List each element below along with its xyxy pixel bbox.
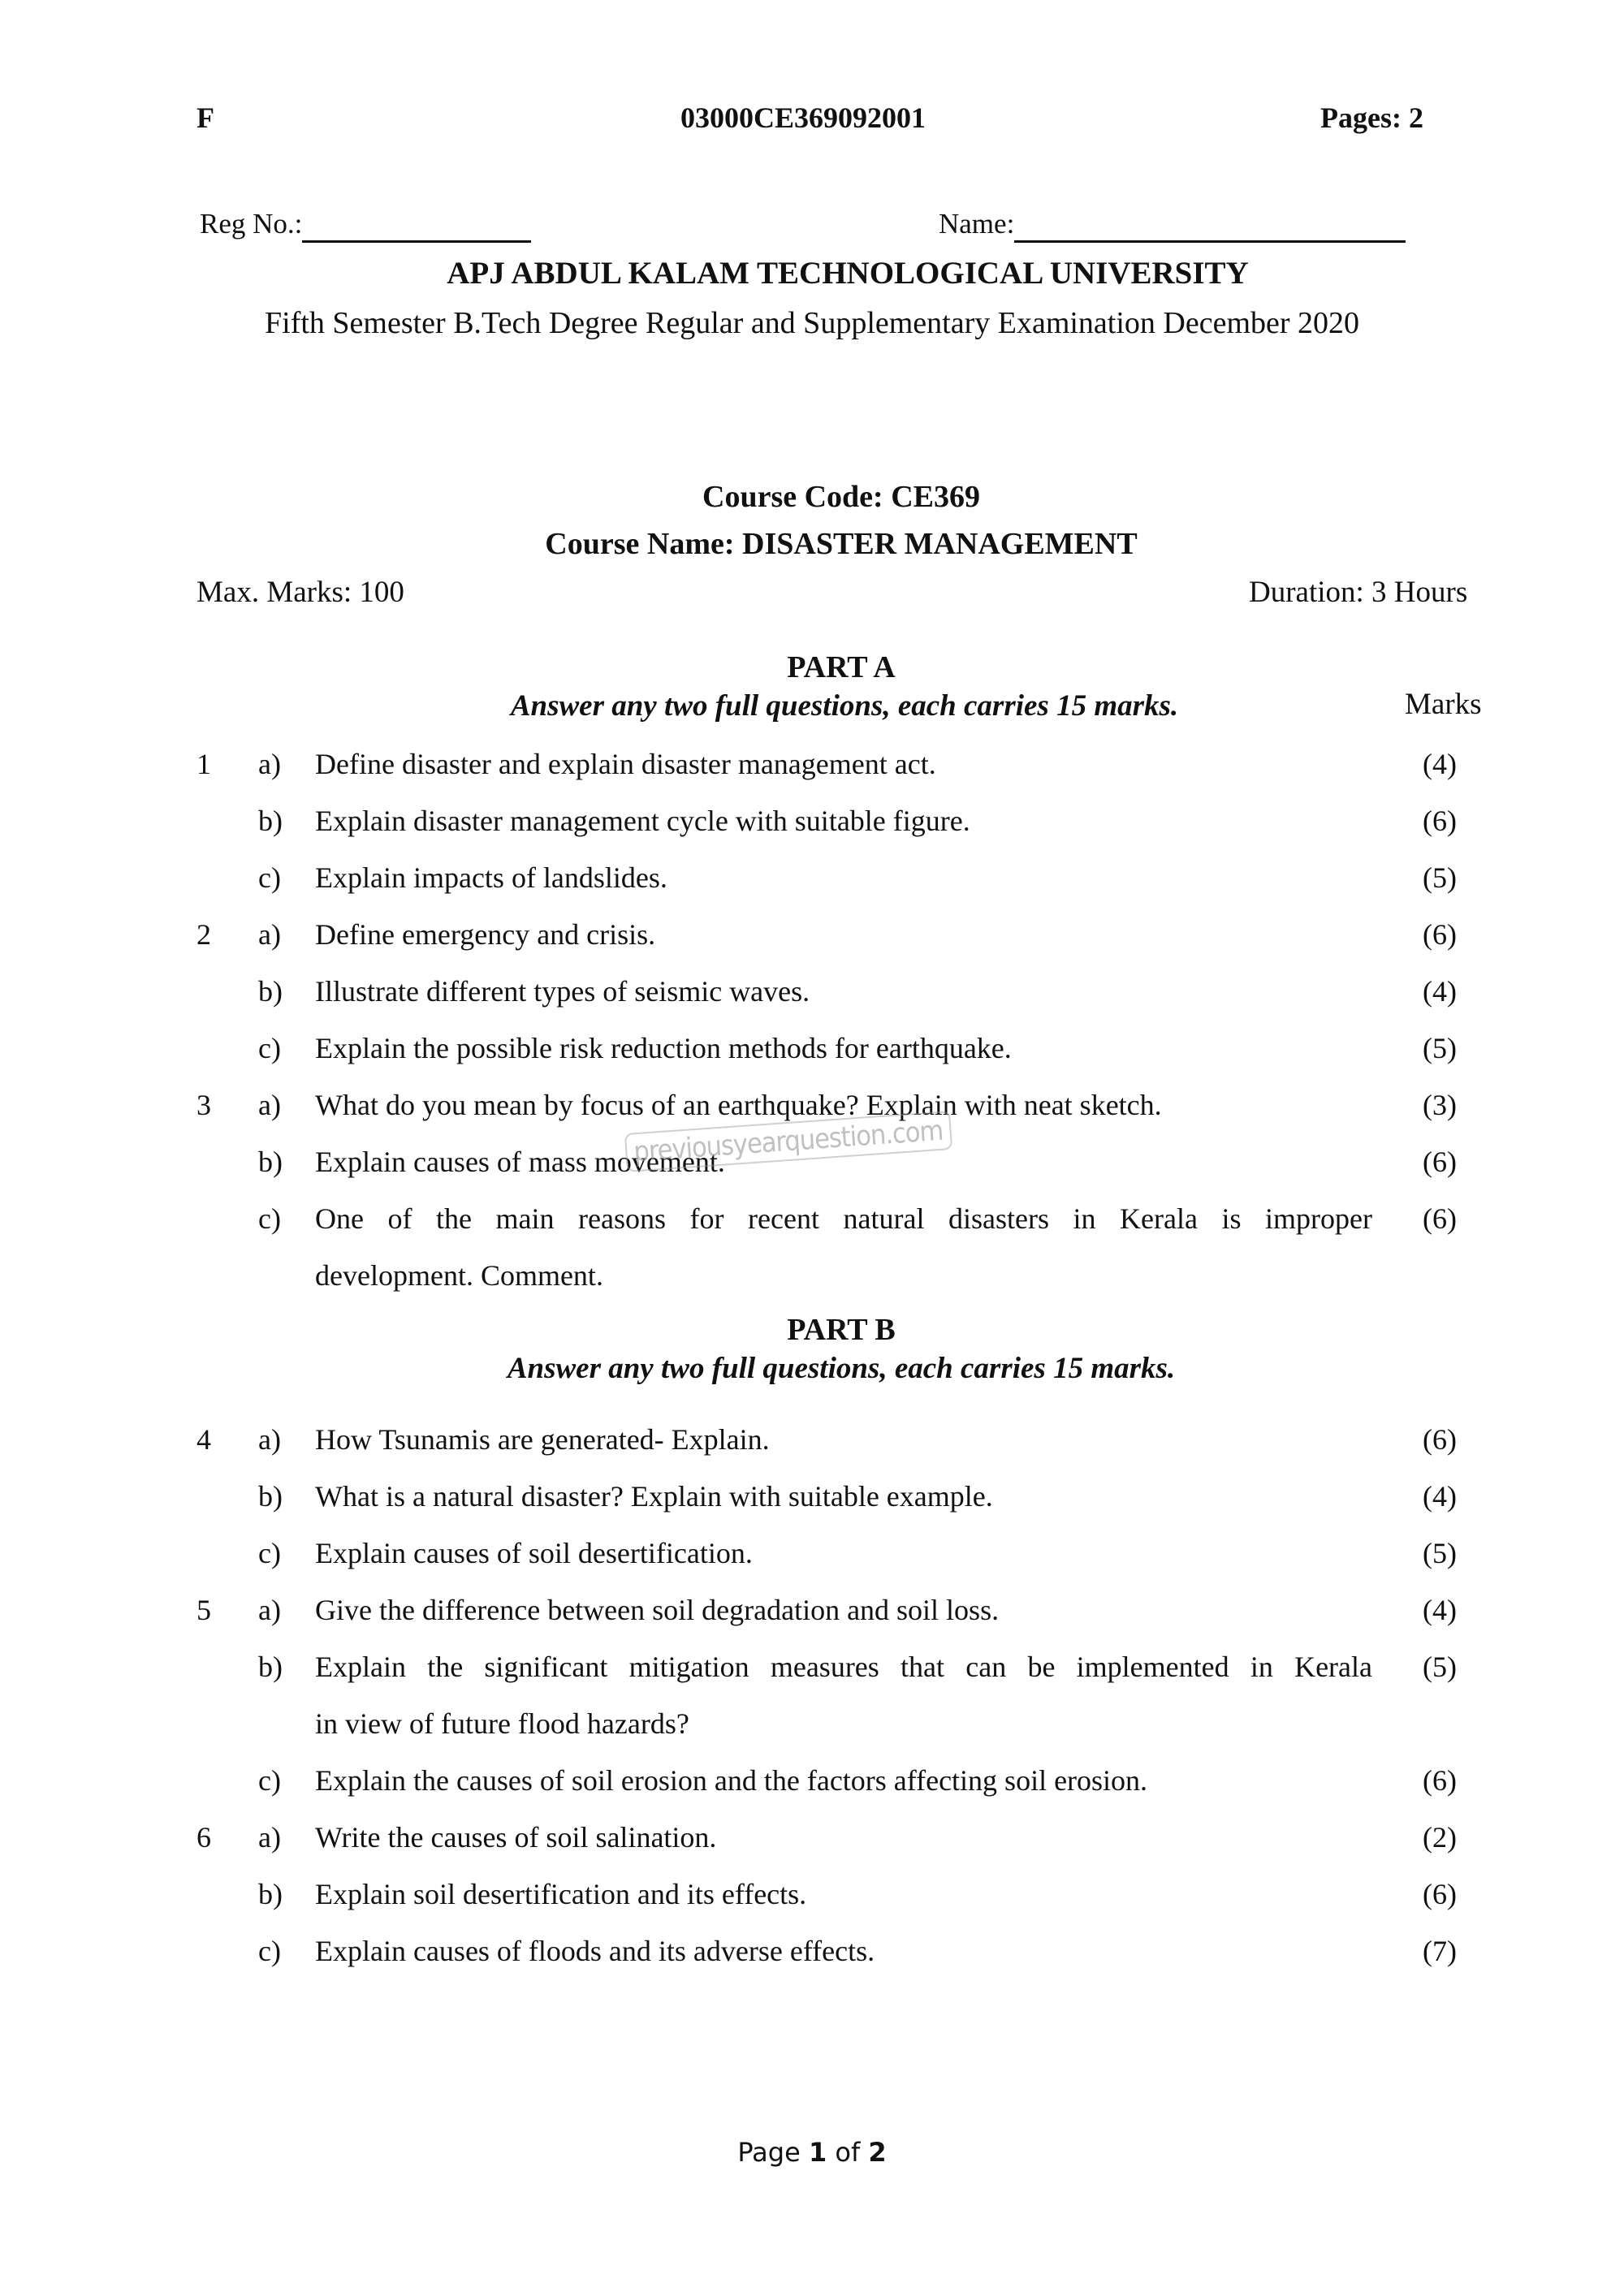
sub-label: c) xyxy=(258,1935,281,1967)
question-text: Explain causes of mass movement. xyxy=(315,1146,725,1178)
sub-label: b) xyxy=(258,1651,283,1683)
page-count: Pages: 2 xyxy=(1320,101,1423,134)
question-text: What is a natural disaster? Explain with suitable example. xyxy=(315,1480,993,1513)
question-text: Explain soil desertification and its effects. xyxy=(315,1878,807,1910)
question-marks: (6) xyxy=(1423,1146,1457,1178)
question-text: Define disaster and explain disaster management act. xyxy=(315,748,936,780)
question-number: 6 xyxy=(197,1821,211,1854)
sub-label: c) xyxy=(258,1537,281,1569)
question-text: What do you mean by focus of an earthquake? Explain with neat sketch. xyxy=(315,1089,1162,1121)
university-name: APJ ABDUL KALAM TECHNOLOGICAL UNIVERSITY xyxy=(447,256,1249,291)
question-marks: (3) xyxy=(1423,1089,1457,1121)
question-text: Explain causes of soil desertification. xyxy=(315,1537,753,1569)
question-text: Define emergency and crisis. xyxy=(315,918,656,951)
max-marks: Max. Marks: 100 xyxy=(197,576,404,609)
sub-label: b) xyxy=(258,805,283,837)
question-text: One of the main reasons for recent natural disasters in Kerala is improper xyxy=(315,1202,1372,1235)
question-text: How Tsunamis are generated- Explain. xyxy=(315,1423,770,1456)
watermark: previousyearquestion.com xyxy=(624,1111,952,1172)
name-blank xyxy=(1014,208,1406,243)
sub-label: a) xyxy=(258,1423,281,1456)
part-b-title: PART B xyxy=(787,1313,896,1347)
question-text: Explain the causes of soil erosion and the factors affecting soil erosion. xyxy=(315,1764,1148,1797)
sub-label: a) xyxy=(258,1089,281,1121)
footer-separator: of xyxy=(827,2137,869,2168)
course-code: Course Code: CE369 xyxy=(702,480,980,514)
question-text-continued: development. Comment. xyxy=(315,1259,603,1292)
question-marks: (4) xyxy=(1423,1480,1457,1513)
part-a-instruction: Answer any two full questions, each carries 15 marks. xyxy=(510,689,1179,723)
reg-no-field xyxy=(200,208,531,243)
sub-label: c) xyxy=(258,1032,281,1064)
footer-total-pages: 2 xyxy=(868,2137,887,2168)
footer-prefix: Page xyxy=(737,2137,809,2168)
part-b-instruction: Answer any two full questions, each carries 15 marks. xyxy=(507,1352,1176,1385)
reg-no-label: Reg No.: xyxy=(200,208,303,240)
question-marks: (5) xyxy=(1423,1537,1457,1569)
sub-label: c) xyxy=(258,1764,281,1797)
page-footer xyxy=(0,2137,1624,2168)
question-number: 4 xyxy=(197,1423,211,1456)
name-label: Name: xyxy=(939,208,1015,240)
sub-label: b) xyxy=(258,1146,283,1178)
question-marks: (5) xyxy=(1423,861,1457,894)
marks-column-header: Marks xyxy=(1405,688,1482,721)
sub-label: a) xyxy=(258,1821,281,1854)
question-marks: (6) xyxy=(1423,1764,1457,1797)
question-text: Explain the possible risk reduction methods for earthquake. xyxy=(315,1032,1012,1064)
question-number: 1 xyxy=(197,748,211,780)
question-marks: (5) xyxy=(1423,1651,1457,1683)
question-number: 3 xyxy=(197,1089,211,1121)
question-marks: (6) xyxy=(1423,805,1457,837)
question-text: Explain the significant mitigation measures that can be implemented in Kerala xyxy=(315,1651,1372,1683)
sub-label: a) xyxy=(258,748,281,780)
set-code: F xyxy=(197,101,214,134)
course-name: Course Name: DISASTER MANAGEMENT xyxy=(545,527,1138,561)
paper-code: 03000CE369092001 xyxy=(680,101,926,134)
question-text: Explain causes of floods and its adverse effects. xyxy=(315,1935,875,1967)
part-a-title: PART A xyxy=(787,650,896,684)
question-text: Give the difference between soil degradation and soil loss. xyxy=(315,1594,1000,1626)
sub-label: c) xyxy=(258,861,281,894)
question-marks: (6) xyxy=(1423,1202,1457,1235)
name-field xyxy=(939,208,1406,243)
question-text: Illustrate different types of seismic waves. xyxy=(315,975,810,1008)
question-text-continued: in view of future flood hazards? xyxy=(315,1707,689,1740)
sub-label: a) xyxy=(258,918,281,951)
question-text: Explain disaster management cycle with suitable figure. xyxy=(315,805,970,837)
question-marks: (5) xyxy=(1423,1032,1457,1064)
question-marks: (4) xyxy=(1423,748,1457,780)
question-marks: (4) xyxy=(1423,975,1457,1008)
question-marks: (6) xyxy=(1423,1423,1457,1456)
sub-label: b) xyxy=(258,1878,283,1910)
question-number: 5 xyxy=(197,1594,211,1626)
duration: Duration: 3 Hours xyxy=(1249,576,1468,609)
question-number: 2 xyxy=(197,918,211,951)
question-marks: (7) xyxy=(1423,1935,1457,1967)
sub-label: a) xyxy=(258,1594,281,1626)
sub-label: b) xyxy=(258,1480,283,1513)
sub-label: c) xyxy=(258,1202,281,1235)
question-text: Write the causes of soil salination. xyxy=(315,1821,717,1854)
question-marks: (6) xyxy=(1423,1878,1457,1910)
sub-label: b) xyxy=(258,975,283,1008)
footer-current-page: 1 xyxy=(808,2137,827,2168)
question-marks: (4) xyxy=(1423,1594,1457,1626)
exam-title: Fifth Semester B.Tech Degree Regular and Supplementary Examination December 2020 xyxy=(265,306,1360,340)
reg-no-blank xyxy=(302,208,531,243)
question-text: Explain impacts of landslides. xyxy=(315,861,667,894)
question-marks: (6) xyxy=(1423,918,1457,951)
question-marks: (2) xyxy=(1423,1821,1457,1854)
